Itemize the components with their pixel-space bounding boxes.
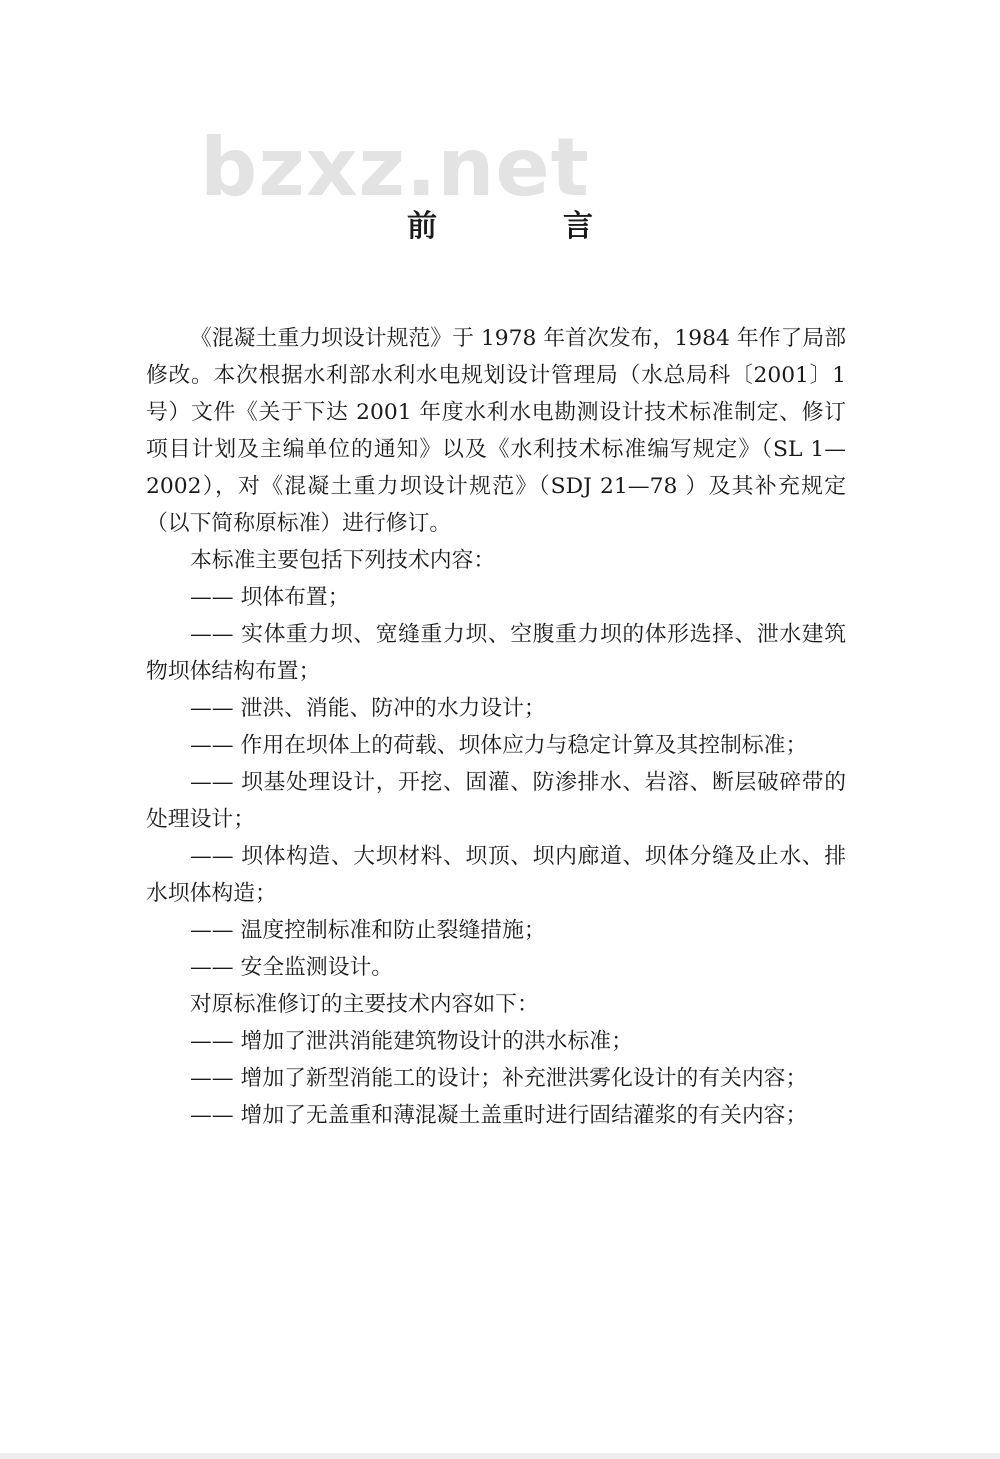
- list-item: —— 坝体构造、大坝材料、坝顶、坝内廊道、坝体分缝及止水、排水坝体构造；: [146, 844, 846, 906]
- page-title: 前 言: [407, 209, 641, 244]
- list-item: —— 安全监测设计。: [190, 955, 394, 980]
- bottom-edge: [0, 1453, 1000, 1459]
- list-item: —— 作用在坝体上的荷载、坝体应力与稳定计算及其控制标准；: [190, 733, 808, 758]
- list-item: —— 实体重力坝、宽缝重力坝、空腹重力坝的体形选择、泄水建筑物坝体结构布置；: [146, 622, 846, 684]
- paragraph-contents-heading: 本标准主要包括下列技术内容：: [190, 548, 496, 573]
- list-item: —— 泄洪、消能、防冲的水力设计；: [190, 696, 546, 721]
- list-item: —— 温度控制标准和防止裂缝措施；: [190, 918, 546, 943]
- list-item: —— 增加了泄洪消能建筑物设计的洪水标准；: [190, 1029, 633, 1054]
- list-item: —— 增加了无盖重和薄混凝土盖重时进行固结灌浆的有关内容；: [190, 1103, 808, 1128]
- paragraph-intro: 《混凝土重力坝设计规范》于 1978 年首次发布，1984 年作了局部修改。本次根据水利部水利水电规划设计管理局（水总局科〔2001〕1 号）文件《关于下达 2001 年度水利水电勘测设计技术标准制定、修订项目计划及主编单位的通知》以及《水利技术标准编写规定》（SL 1—2002），对《混凝土重力坝设计规范》（SDJ 21—78 ）及其补充规定（以下简称原标准）进行修订。: [146, 326, 846, 536]
- watermark: bzxz.net: [200, 121, 590, 214]
- list-item: —— 坝体布置；: [190, 585, 350, 610]
- paragraph-revision-heading: 对原标准修订的主要技术内容如下：: [190, 992, 539, 1017]
- list-item: —— 增加了新型消能工的设计；补充泄洪雾化设计的有关内容；: [190, 1066, 808, 1091]
- preface-body: [146, 320, 846, 1134]
- list-item: —— 坝基处理设计，开挖、固灌、防渗排水、岩溶、断层破碎带的处理设计；: [146, 770, 846, 832]
